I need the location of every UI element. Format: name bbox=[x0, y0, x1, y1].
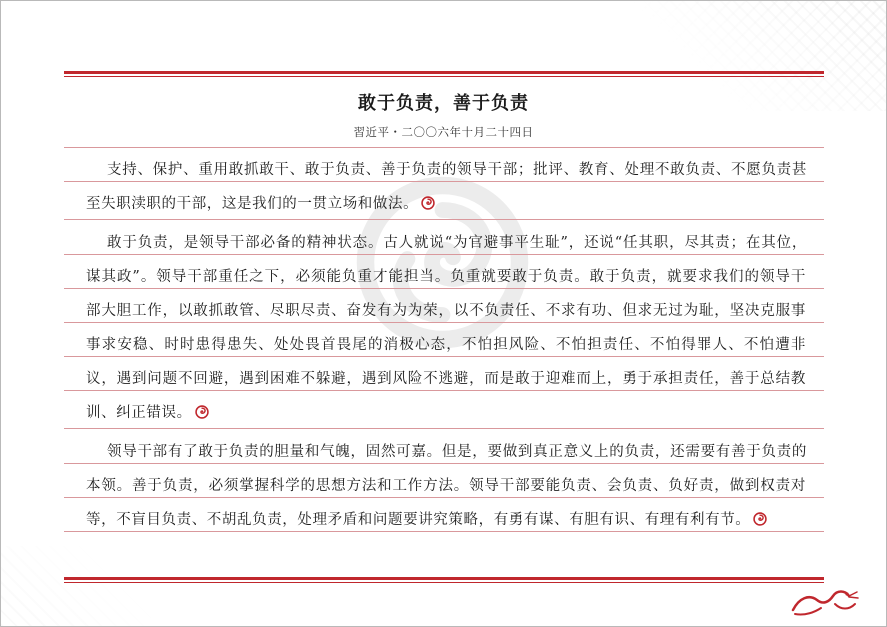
ruled-line bbox=[64, 147, 824, 148]
paragraph-1-line-2-text: 至失职渎职的干部，这是我们的一贯立场和做法。 bbox=[86, 196, 419, 212]
paragraph-3-line-3 bbox=[86, 506, 806, 534]
paragraph-1-line-1: 支持、保护、重用敢抓敢干、敢于负责、善于负责的领导干部；批评、教育、处理不敢负责、不愿负责甚 bbox=[107, 162, 807, 178]
paragraph-1-line-2 bbox=[86, 190, 806, 218]
paragraph-2-line-6 bbox=[86, 399, 806, 427]
dragon-logo-icon bbox=[783, 580, 863, 620]
paragraph-3-line-3-text: 等，不盲目负责、不胡乱负责，处理矛盾和问题要讲究策略，有勇有谋、有胆有识、有理有利有节。 bbox=[86, 512, 751, 528]
paragraph-2-line-5: 议，遇到问题不回避，遇到困难不躲避，遇到风险不逃避，而是敢于迎难而上，勇于承担责任，善于总结教 bbox=[86, 371, 806, 387]
document-title: 敢于负责，善于负责 bbox=[358, 93, 529, 114]
swirl-mark-icon bbox=[195, 405, 209, 419]
ruled-line bbox=[64, 390, 824, 391]
paragraph-3-line-2: 本领。善于负责，必须掌握科学的思想方法和工作方法。领导干部要能负责、会负责、负好责，做到权责对 bbox=[86, 478, 806, 494]
ruled-line bbox=[64, 181, 824, 182]
ruled-line bbox=[64, 497, 824, 498]
ruled-line bbox=[64, 288, 824, 289]
corner-pattern-decoration-bottom bbox=[1, 546, 151, 626]
document-byline: 習近平・二〇〇六年十月二十四日 bbox=[353, 125, 534, 139]
ruled-line bbox=[64, 531, 824, 532]
ruled-line bbox=[64, 219, 824, 220]
paragraph-3-line-1: 领导干部有了敢于负责的胆量和气魄，固然可嘉。但是，要做到真正意义上的负责，还需要有善于负责的 bbox=[107, 444, 807, 460]
paragraph-2-line-2: 谋其政”。领导干部重任之下，必须能负重才能担当。负重就要敢于负责。敢于负责，就要求我们的领导干 bbox=[86, 269, 806, 285]
ruled-line bbox=[64, 428, 824, 429]
ruled-line bbox=[64, 356, 824, 357]
bottom-double-rule bbox=[64, 577, 824, 583]
top-double-rule bbox=[64, 71, 824, 77]
paragraph-2-line-1: 敢于负责，是领导干部必备的精神状态。古人就说“为官避事平生耻”，还说“任其职，尽其责；在其位， bbox=[107, 235, 807, 251]
ruled-line bbox=[64, 322, 824, 323]
swirl-mark-icon bbox=[421, 196, 435, 210]
ruled-line bbox=[64, 254, 824, 255]
ruled-line bbox=[64, 463, 824, 464]
paragraph-2-line-6-text: 训、纠正错误。 bbox=[86, 405, 192, 421]
paragraph-2-line-3: 部大胆工作，以敢抓敢管、尽职尽责、奋发有为为荣，以不负责任、不求有功、但求无过为耻，坚决克服事 bbox=[86, 303, 806, 319]
paragraph-2-line-4: 事求安稳、时时患得患失、处处畏首畏尾的消极心态，不怕担风险、不怕担责任、不怕得罪人、不怕遭非 bbox=[86, 337, 806, 353]
swirl-mark-icon bbox=[753, 512, 767, 526]
